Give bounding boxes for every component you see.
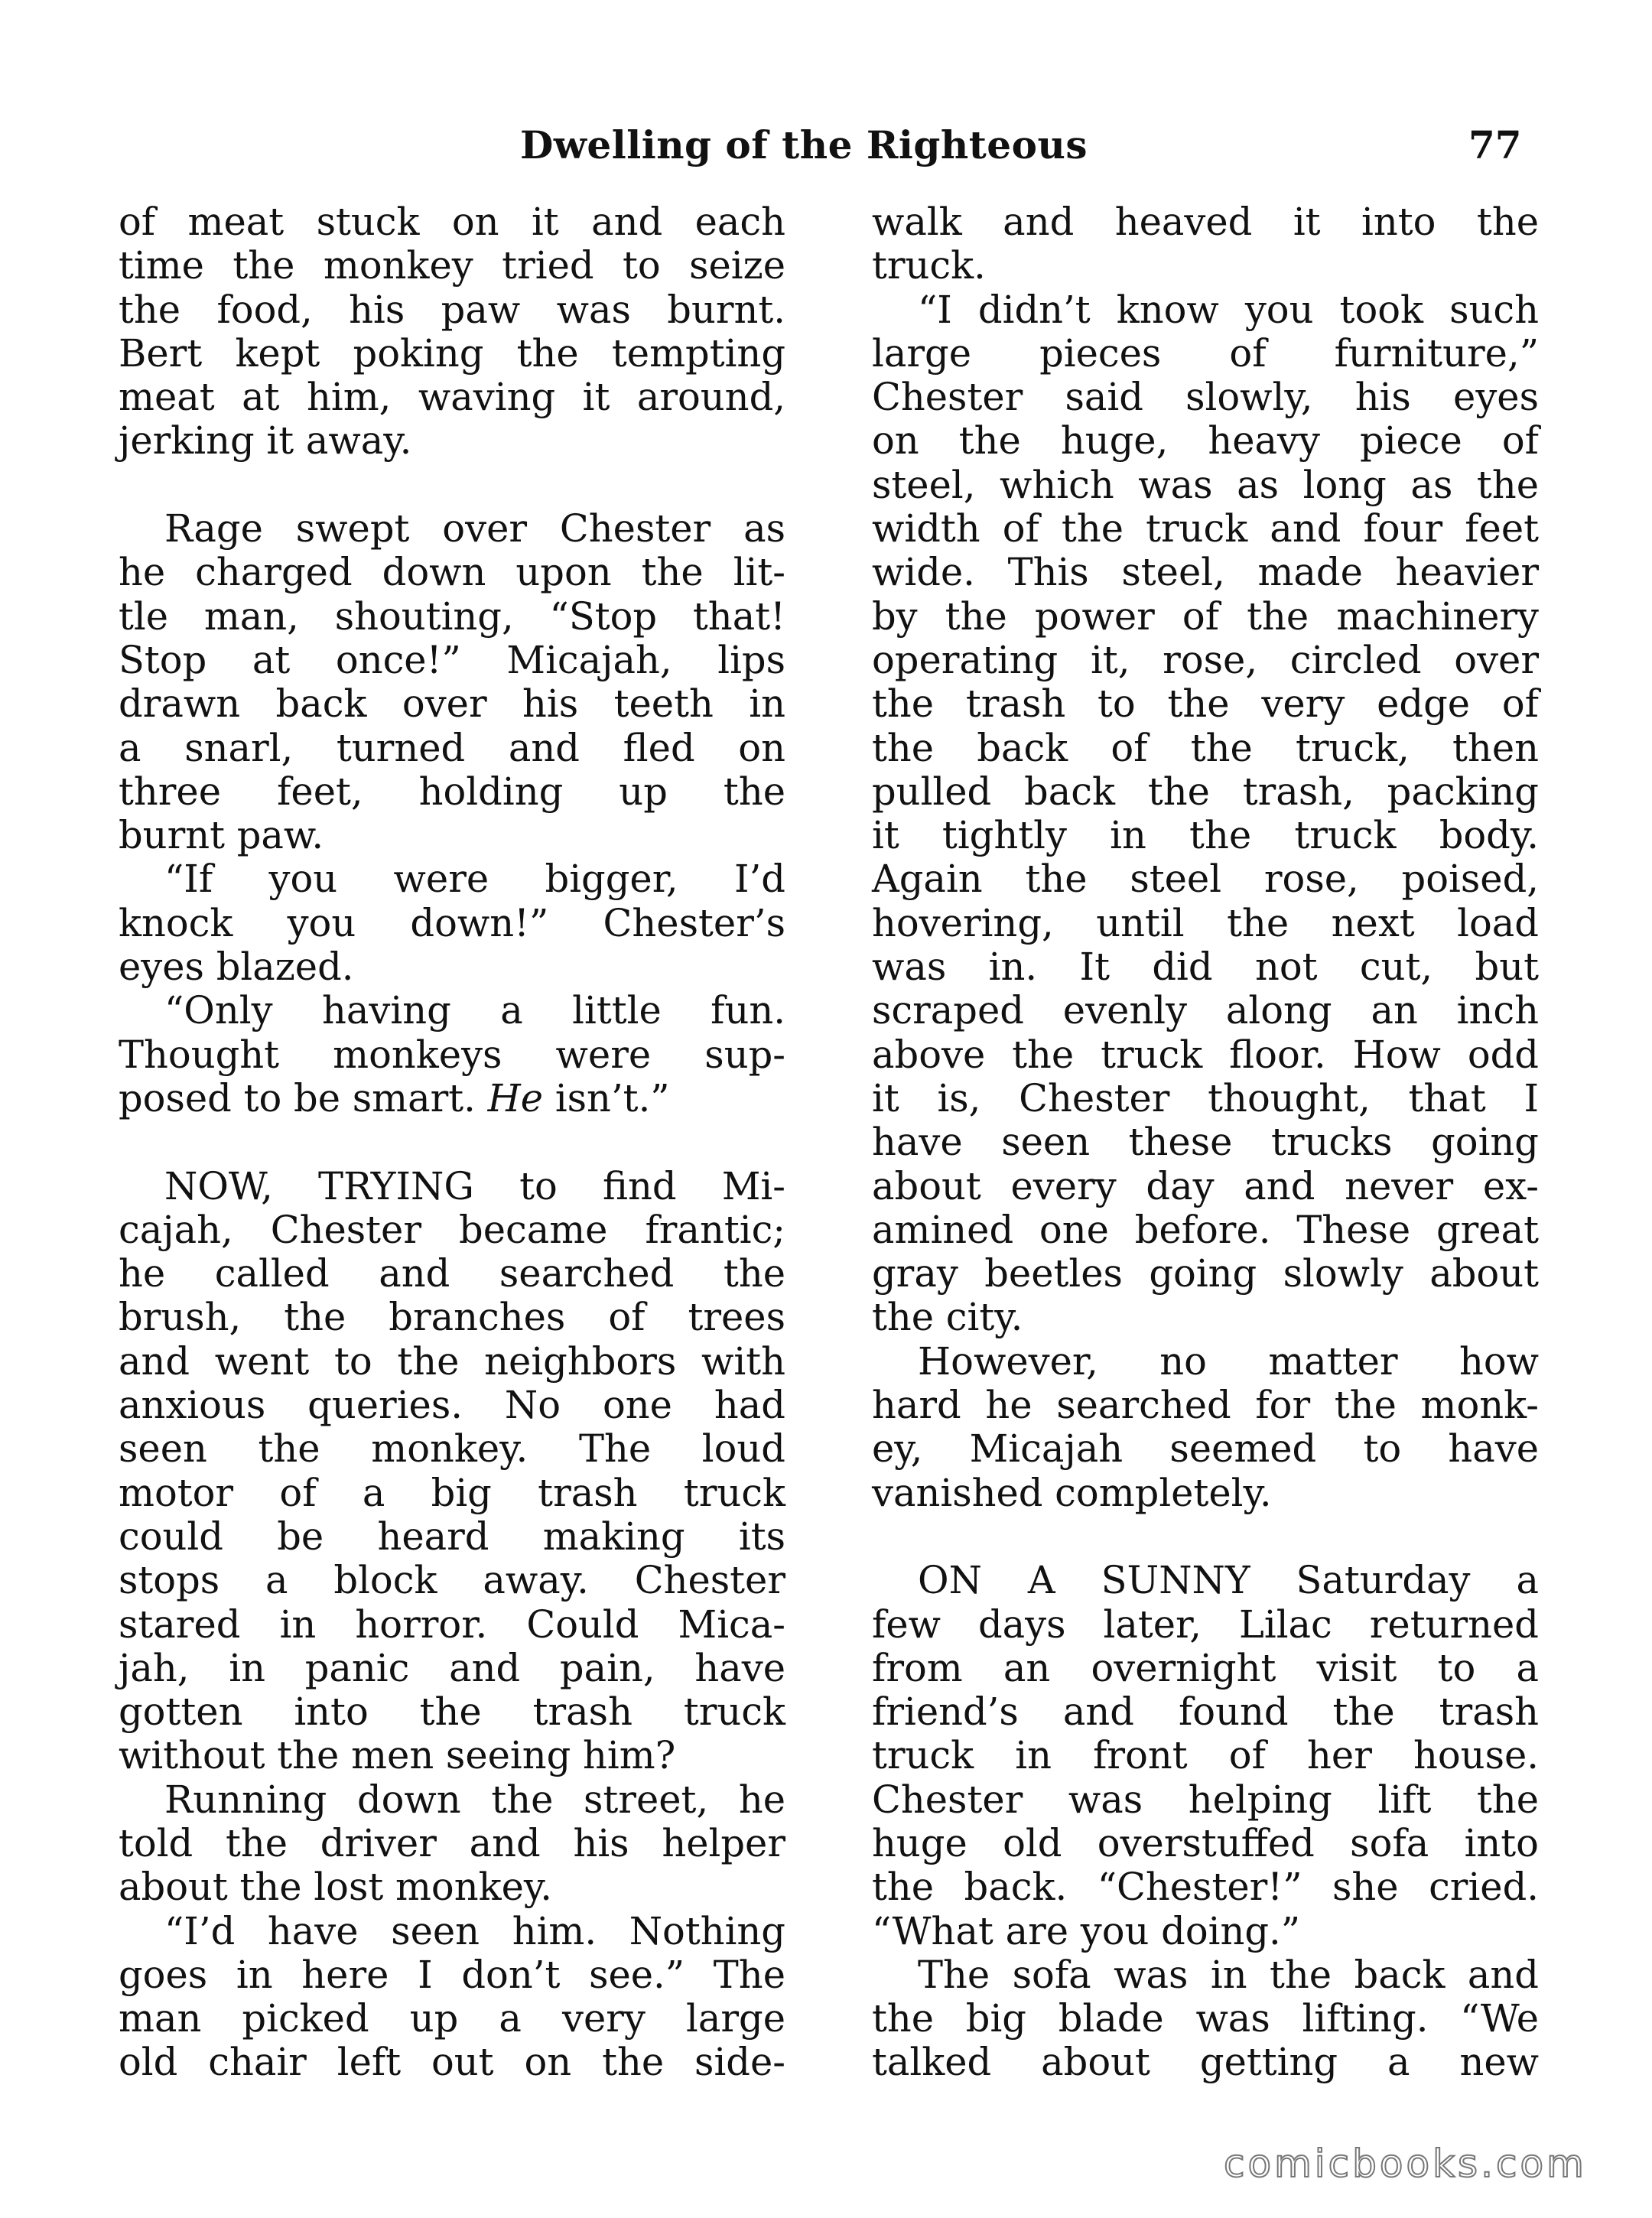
- text-line: NOW, TRYING to find Mi-: [164, 1163, 785, 1208]
- text-line: width of the truck and four feet: [872, 506, 1539, 551]
- paragraph-gap: [119, 1120, 785, 1164]
- text-line: scraped evenly along an inch: [872, 988, 1539, 1033]
- text-line: “I’d have seen him. Nothing: [164, 1908, 785, 1953]
- text-line: it tightly in the truck body.: [872, 813, 1539, 858]
- text-line: by the power of the machinery: [872, 594, 1539, 639]
- text-line: gotten into the trash truck: [119, 1690, 785, 1735]
- text-line: Again the steel rose, poised,: [872, 857, 1539, 902]
- watermark: comicbooks.com: [1224, 2142, 1587, 2186]
- text-line: However, no matter how: [918, 1338, 1539, 1384]
- running-title: Dwelling of the Righteous: [520, 122, 1088, 167]
- text-line: the big blade was lifting. “We: [872, 1996, 1539, 2041]
- text-line: Chester was helping lift the: [872, 1777, 1539, 1822]
- text-line: knock you down!” Chester’s: [119, 900, 785, 945]
- text-line: “If you were bigger, I’d: [164, 857, 785, 902]
- text-line: Bert kept poking the tempting: [119, 330, 785, 376]
- text-line: Thought monkeys were sup-: [119, 1032, 785, 1077]
- text-line: above the truck floor. How odd: [872, 1032, 1539, 1077]
- text-line: goes in here I don’t see.” The: [119, 1952, 785, 1997]
- text-line: The sofa was in the back and: [918, 1952, 1539, 1997]
- text-line: wide. This steel, made heavier: [872, 550, 1539, 595]
- text-line: huge old overstuffed sofa into: [872, 1820, 1539, 1865]
- text-line: friend’s and found the trash: [872, 1690, 1539, 1735]
- text-line: Running down the street, he: [164, 1777, 785, 1822]
- text-line: anxious queries. No one had: [119, 1383, 785, 1428]
- text-line: could be heard making its: [119, 1514, 785, 1559]
- text-line: operating it, rose, circled over: [872, 637, 1539, 682]
- text-line: three feet, holding up the: [119, 769, 785, 814]
- left-text-column: [119, 200, 785, 2085]
- text-line: “What are you doing.”: [872, 1908, 1301, 1953]
- text-line: was in. It did not cut, but: [872, 945, 1539, 990]
- text-line: walk and heaved it into the: [872, 200, 1539, 244]
- text-line: he called and searched the: [119, 1251, 785, 1296]
- text-line: truck in front of her house.: [872, 1733, 1539, 1778]
- text-line: stared in horror. Could Mica-: [119, 1602, 785, 1647]
- text-line: gray beetles going slowly about: [872, 1251, 1539, 1296]
- text-line: truck.: [872, 243, 986, 288]
- text-line: from an overnight visit to a: [872, 1645, 1539, 1690]
- text-line: burnt paw.: [119, 813, 324, 858]
- text-line: hovering, until the next load: [872, 900, 1539, 945]
- page-number: 77: [1468, 122, 1522, 167]
- text-line: the city.: [872, 1295, 1023, 1340]
- text-line: and went to the neighbors with: [119, 1338, 785, 1384]
- text-line: the back of the truck, then: [872, 725, 1539, 770]
- text-line: talked about getting a new: [872, 2040, 1539, 2085]
- text-line: have seen these trucks going: [872, 1120, 1539, 1165]
- text-line: Stop at once!” Micajah, lips: [119, 637, 785, 682]
- text-line: vanished completely.: [872, 1470, 1272, 1515]
- text-line: large pieces of furniture,”: [872, 330, 1539, 376]
- text-line: steel, which was as long as the: [872, 462, 1539, 507]
- text-line: the food, his paw was burnt.: [119, 287, 785, 332]
- page-header: [0, 122, 1652, 184]
- text-line: told the driver and his helper: [119, 1820, 785, 1865]
- text-line: it is, Chester thought, that I: [872, 1075, 1539, 1120]
- text-line: Chester said slowly, his eyes: [872, 375, 1539, 420]
- text-line: meat at him, waving it around,: [119, 375, 785, 420]
- text-line: “Only having a little fun.: [164, 988, 785, 1033]
- text-line: brush, the branches of trees: [119, 1295, 785, 1340]
- text-line: Rage swept over Chester as: [164, 506, 785, 551]
- text-line: drawn back over his teeth in: [119, 681, 785, 727]
- text-line: about every day and never ex-: [872, 1163, 1539, 1208]
- text-line: a snarl, turned and fled on: [119, 725, 785, 770]
- text-line: old chair left out on the side-: [119, 2040, 785, 2085]
- paragraph-gap: [872, 1515, 1539, 1559]
- text-line: on the huge, heavy piece of: [872, 418, 1539, 463]
- text-line: ON A SUNNY Saturday a: [918, 1558, 1539, 1603]
- text-line: ey, Micajah seemed to have: [872, 1426, 1539, 1472]
- text-line: few days later, Lilac returned: [872, 1602, 1539, 1647]
- text-line: the trash to the very edge of: [872, 681, 1539, 727]
- text-line: of meat stuck on it and each: [119, 200, 785, 244]
- text-line: without the men seeing him?: [119, 1733, 676, 1778]
- text-line: jah, in panic and pain, have: [119, 1645, 785, 1690]
- right-text-column: [872, 200, 1539, 2085]
- text-line: time the monkey tried to seize: [119, 243, 785, 288]
- text-line: stops a block away. Chester: [119, 1558, 785, 1603]
- text-line: jerking it away.: [119, 418, 412, 463]
- text-line: about the lost monkey.: [119, 1865, 553, 1910]
- text-line: posed to be smart. He isn’t.”: [119, 1075, 670, 1120]
- text-line: motor of a big trash truck: [119, 1470, 785, 1515]
- text-line: amined one before. These great: [872, 1207, 1539, 1252]
- paragraph-gap: [119, 463, 785, 507]
- text-line: he charged down upon the lit-: [119, 550, 785, 595]
- text-line: hard he searched for the monk-: [872, 1383, 1539, 1428]
- text-line: pulled back the trash, packing: [872, 769, 1539, 814]
- text-line: man picked up a very large: [119, 1996, 785, 2041]
- text-line: the back. “Chester!” she cried.: [872, 1865, 1539, 1910]
- text-line: tle man, shouting, “Stop that!: [119, 594, 785, 639]
- text-line: seen the monkey. The loud: [119, 1426, 785, 1472]
- text-line: cajah, Chester became frantic;: [119, 1207, 785, 1252]
- text-line: “I didn’t know you took such: [918, 287, 1539, 332]
- text-line: eyes blazed.: [119, 945, 354, 990]
